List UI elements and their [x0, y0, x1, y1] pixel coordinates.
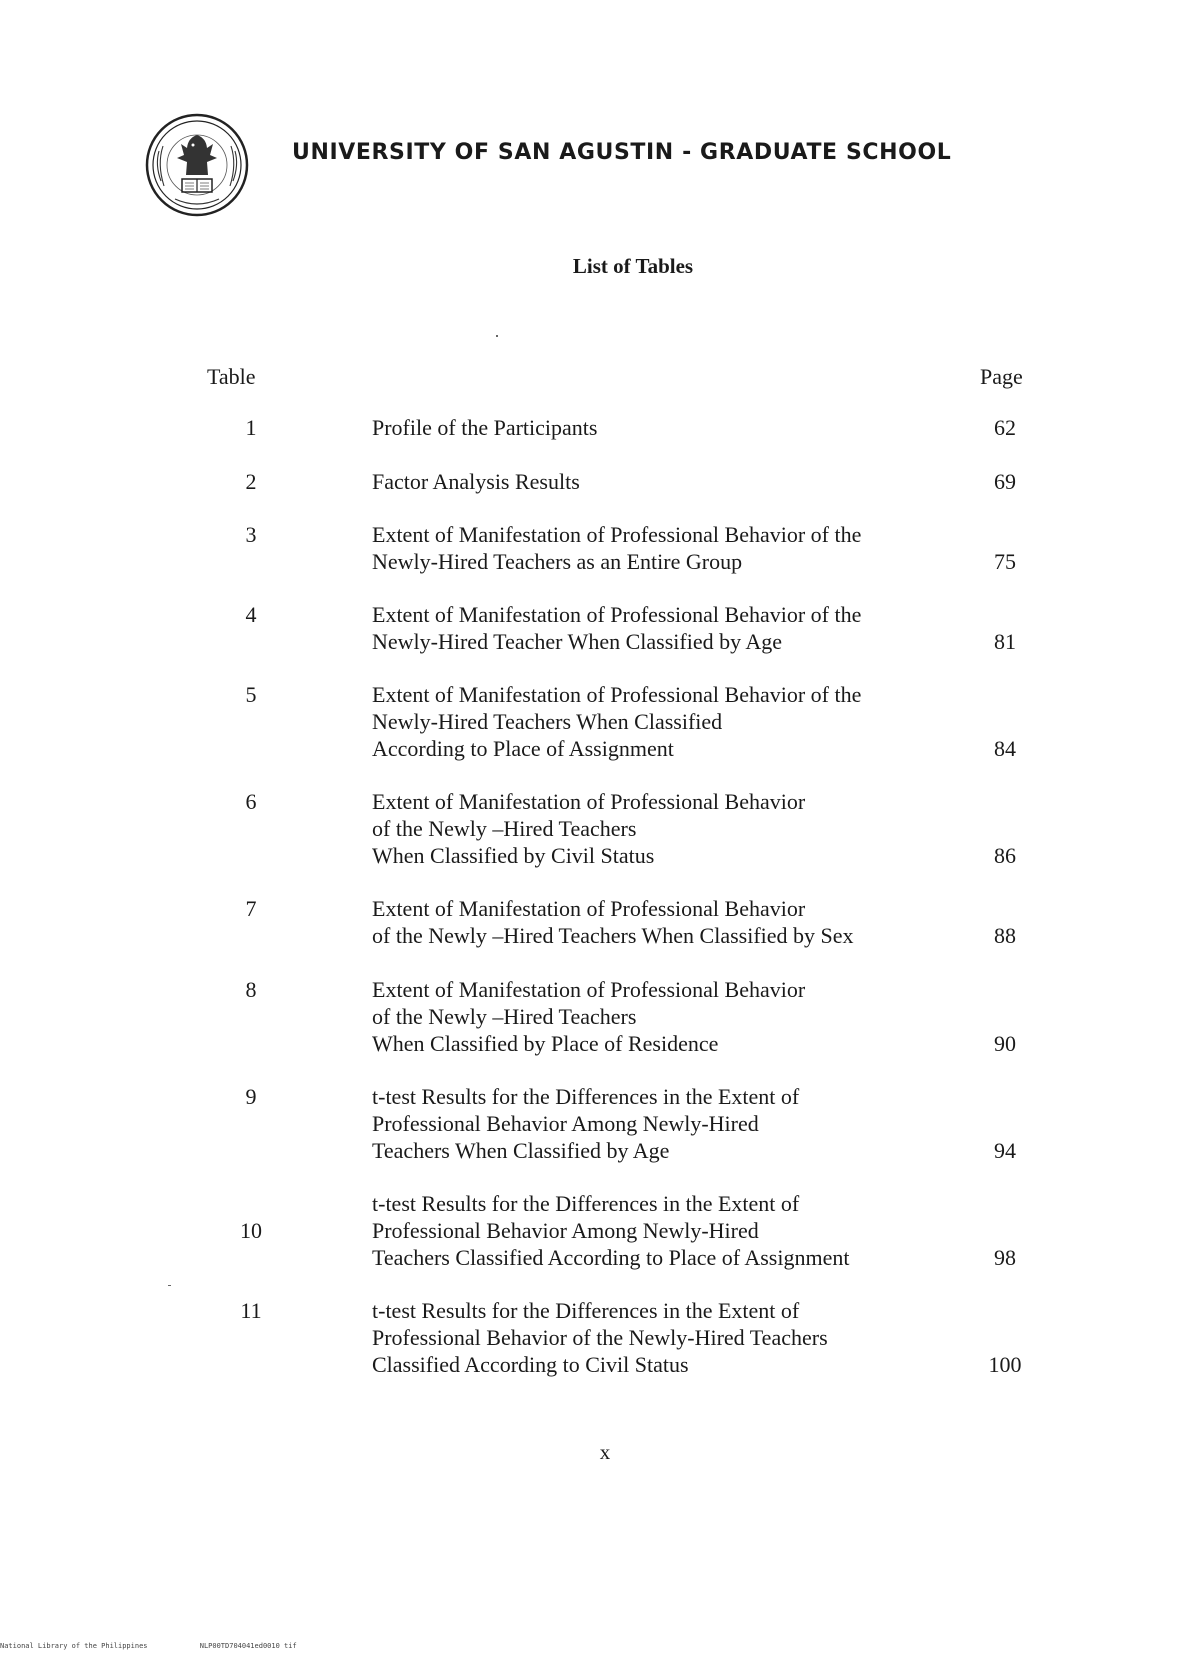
table-title [372, 414, 932, 441]
table-title [372, 601, 932, 655]
title-line: Professional Behavior of the Newly-Hired Teachers [372, 1325, 828, 1350]
table-title [372, 681, 932, 762]
page-number-ref: 90 [994, 1031, 1016, 1056]
title-line: Teachers Classified According to Place of Assignment [372, 1245, 850, 1270]
table-number: 1 [245, 415, 257, 440]
school-name: UNIVERSITY OF SAN AGUSTIN - GRADUATE SCHOOL [292, 140, 952, 165]
title-line: According to Place of Assignment [372, 736, 674, 761]
title-line: Classified According to Civil Status [372, 1352, 689, 1377]
page-number: x [599, 1440, 611, 1464]
page-number-ref: 86 [994, 843, 1016, 868]
page-number-ref: 100 [988, 1352, 1022, 1377]
title-line: t-test Results for the Differences in the Extent of [372, 1191, 800, 1216]
table-title [372, 976, 932, 1057]
title-line: Extent of Manifestation of Professional Behavior [372, 789, 806, 814]
scan-footer [0, 1642, 345, 1650]
university-seal-icon [145, 113, 249, 217]
table-number: 10 [240, 1218, 262, 1243]
title-line: When Classified by Civil Status [372, 843, 655, 868]
table-column-header: Table [207, 364, 256, 389]
title-line: Extent of Manifestation of Professional Behavior [372, 896, 806, 921]
title-line: When Classified by Place of Residence [372, 1031, 719, 1056]
table-title [372, 1297, 932, 1378]
file-code: NLP00TD704041ed0010 tif [199, 1642, 297, 1650]
title-line: of the Newly –Hired Teachers When Classified by Sex [372, 923, 854, 948]
title-line: of the Newly –Hired Teachers [372, 816, 637, 841]
table-number: 6 [245, 789, 257, 814]
page-number-ref: 94 [994, 1138, 1016, 1163]
title-line: Profile of the Participants [372, 415, 598, 440]
table-title [372, 895, 932, 949]
table-title [372, 788, 932, 869]
title-line: Newly-Hired Teacher When Classified by Age [372, 629, 783, 654]
table-number: 2 [245, 469, 257, 494]
table-number: 8 [245, 977, 257, 1002]
table-number: 3 [245, 522, 257, 547]
title-line: Extent of Manifestation of Professional Behavior of the [372, 522, 862, 547]
table-number: 5 [245, 682, 257, 707]
page-number-ref: 75 [994, 549, 1016, 574]
table-title [372, 1083, 932, 1164]
page-title: List of Tables [572, 254, 694, 278]
table-number: 4 [245, 602, 257, 627]
library-stamp: National Library of the Philippines [0, 1642, 148, 1650]
page-number-ref: 81 [994, 629, 1016, 654]
scan-speck [168, 1285, 171, 1286]
page-number-ref: 88 [994, 923, 1016, 948]
title-line: Factor Analysis Results [372, 469, 580, 494]
title-line: t-test Results for the Differences in the Extent of [372, 1298, 800, 1323]
table-number: 9 [245, 1084, 257, 1109]
title-line: Newly-Hired Teachers as an Entire Group [372, 549, 743, 574]
page-number-ref: 62 [994, 415, 1016, 440]
page-number-ref: 98 [994, 1245, 1016, 1270]
title-line: t-test Results for the Differences in the Extent of [372, 1084, 800, 1109]
title-line: Extent of Manifestation of Professional Behavior of the [372, 682, 862, 707]
table-title [372, 1190, 932, 1271]
page-column-header: Page [980, 364, 1023, 389]
table-title [372, 521, 932, 575]
title-line: Extent of Manifestation of Professional Behavior [372, 977, 806, 1002]
scan-speck [496, 335, 498, 337]
table-number: 7 [245, 896, 257, 921]
page-number-ref: 69 [994, 469, 1016, 494]
table-title [372, 468, 932, 495]
page-number-ref: 84 [994, 736, 1016, 761]
title-line: Professional Behavior Among Newly-Hired [372, 1111, 759, 1136]
table-number: 11 [240, 1298, 262, 1323]
title-line: of the Newly –Hired Teachers [372, 1004, 637, 1029]
title-line: Extent of Manifestation of Professional Behavior of the [372, 602, 862, 627]
title-line: Professional Behavior Among Newly-Hired [372, 1218, 759, 1243]
title-line: Teachers When Classified by Age [372, 1138, 670, 1163]
title-line: Newly-Hired Teachers When Classified [372, 709, 723, 734]
